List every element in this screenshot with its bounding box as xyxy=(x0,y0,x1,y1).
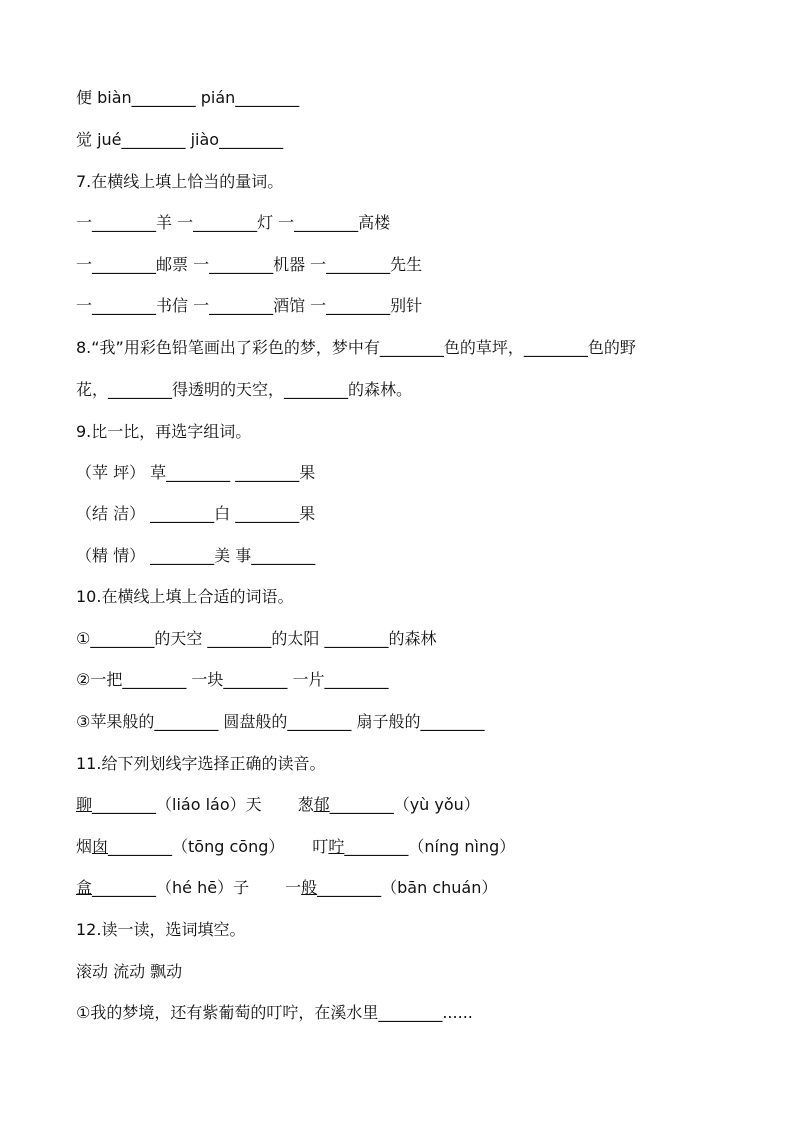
question-10-row-2: ②一把________ 一块________ 一片________ xyxy=(76,670,389,689)
word-head: 叮 xyxy=(312,837,329,856)
question-8-line-1: 8.“我”用彩色铅笔画出了彩色的梦，梦中有________色的草坪，________色的野 xyxy=(76,338,636,357)
pinyin-choices: （hé hē） xyxy=(156,878,234,897)
underlined-char: 咛 xyxy=(328,837,345,856)
pinyin-choices: （tōng cōng） xyxy=(172,837,285,856)
question-9-row-2: （结 洁） ________白 ________果 xyxy=(76,504,316,523)
question-12-title: 12.读一读，选词填空。 xyxy=(76,920,246,939)
answer-blank: ________ xyxy=(92,795,157,814)
answer-blank: ________ xyxy=(108,837,173,856)
word-tail: 天 xyxy=(245,795,262,814)
answer-blank: ________ xyxy=(317,878,382,897)
question-10-row-1: ①________的天空 ________的太阳 ________的森林 xyxy=(76,629,437,648)
question-7-title: 7.在横线上填上恰当的量词。 xyxy=(76,172,284,191)
question-11-row-2 xyxy=(76,835,754,859)
question-12-sentence-1: ①我的梦境，还有紫葡萄的叮咛，在溪水里________...... xyxy=(76,1003,473,1022)
word-tail: 子 xyxy=(233,878,250,897)
question-11-title: 11.给下列划线字选择正确的读音。 xyxy=(76,754,326,773)
word-head: 一 xyxy=(285,878,302,897)
question-11-row-3 xyxy=(76,876,754,900)
underlined-char: 聊 xyxy=(76,795,93,814)
question-10-title: 10.在横线上填上合适的词语。 xyxy=(76,587,294,606)
question-12-options: 滚动 流动 飘动 xyxy=(76,962,183,981)
question-8-line-2: 花，________得透明的天空，________的森林。 xyxy=(76,380,413,399)
answer-blank: ________ xyxy=(329,795,394,814)
question-9-row-1: （苹 坪） 草________ ________果 xyxy=(76,463,316,482)
pinyin-choices: （yù yǒu） xyxy=(393,795,480,814)
pinyin-row-bian: 便 biàn________ pián________ xyxy=(76,88,300,107)
underlined-char: 般 xyxy=(301,878,318,897)
word-head: 烟 xyxy=(76,837,93,856)
answer-blank: ________ xyxy=(92,878,157,897)
question-10-row-3: ③苹果般的________ 圆盘般的________ 扇子般的________ xyxy=(76,712,485,731)
question-9-row-3: （精 情） ________美 事________ xyxy=(76,546,316,565)
pinyin-choices: （níng nìng） xyxy=(408,837,516,856)
pinyin-row-jue: 觉 jué________ jiào________ xyxy=(76,130,284,149)
question-9-title: 9.比一比，再选字组词。 xyxy=(76,422,252,441)
underlined-char: 盒 xyxy=(76,878,93,897)
word-head: 葱 xyxy=(297,795,314,814)
question-11-row-1 xyxy=(76,793,754,817)
question-7-row-3: 一________书信 一________酒馆 一________别针 xyxy=(76,296,423,315)
pinyin-choices: （bān chuán） xyxy=(381,878,498,897)
answer-blank: ________ xyxy=(344,837,409,856)
question-7-row-2: 一________邮票 一________机器 一________先生 xyxy=(76,255,423,274)
underlined-char: 郁 xyxy=(313,795,330,814)
question-7-row-1: 一________羊 一________灯 一________高楼 xyxy=(76,213,391,232)
underlined-char: 囱 xyxy=(92,837,109,856)
pinyin-choices: （liáo láo） xyxy=(156,795,246,814)
